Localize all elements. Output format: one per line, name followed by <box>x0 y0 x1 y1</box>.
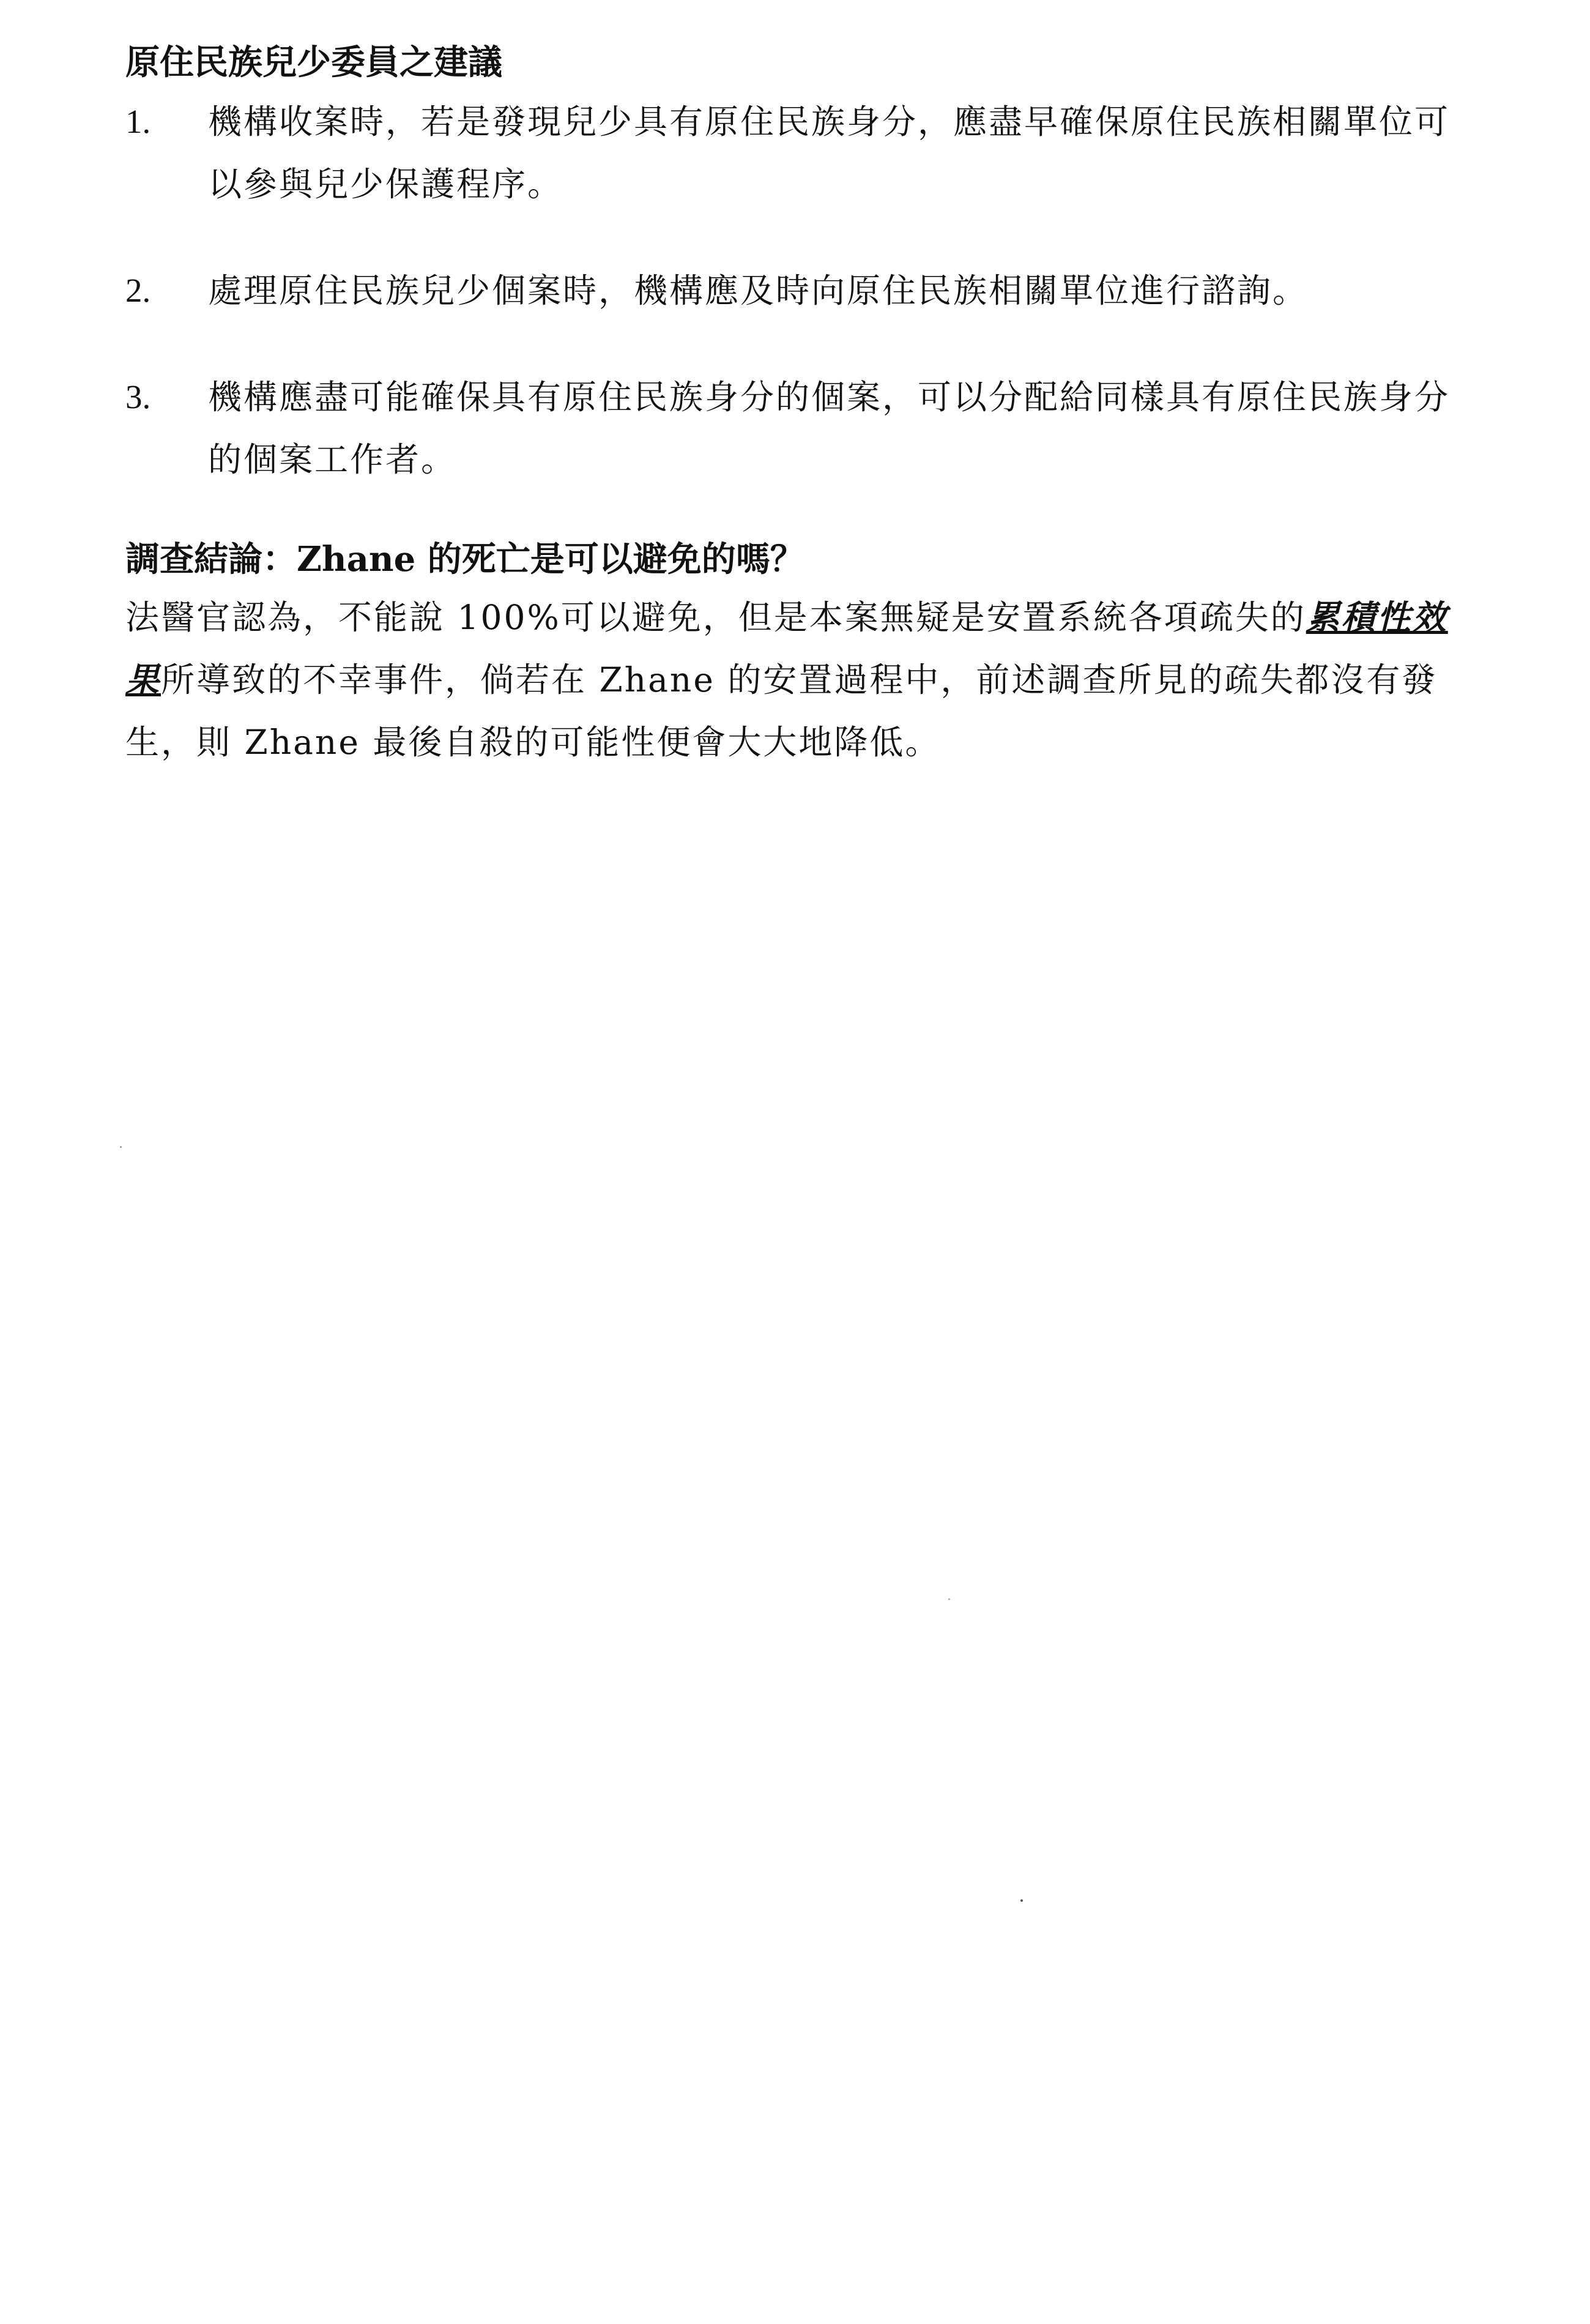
list-item-text: 機構應盡可能確保具有原住民族身分的個案，可以分配給同樣具有原住民族身分的個案工作者。 <box>208 378 1451 479</box>
emphasized-phrase: 累積性效果 <box>125 597 1448 699</box>
list-item <box>125 91 1477 215</box>
section-heading-recommendations: 原住民族兒少委員之建議 <box>125 42 502 83</box>
list-item-number: 2. <box>125 272 151 309</box>
page-content <box>125 38 1477 773</box>
list-item <box>125 366 1477 491</box>
list-item-number: 3. <box>125 378 151 415</box>
conclusion-paragraph <box>125 586 1477 773</box>
recommendations-list <box>125 91 1477 491</box>
list-item <box>125 259 1477 322</box>
scan-speck <box>120 1146 122 1148</box>
section-heading-conclusion: 調查結論：Zhane 的死亡是可以避免的嗎？ <box>125 539 804 579</box>
scan-speck <box>948 1598 950 1600</box>
paragraph-text-before: 法醫官認為，不能說 100%可以避免，但是本案無疑是安置系統各項疏失的 <box>125 598 1306 637</box>
list-item-text: 處理原住民族兒少個案時，機構應及時向原住民族相關單位進行諮詢。 <box>208 271 1309 310</box>
list-item-number: 1. <box>125 103 151 140</box>
scan-speck <box>1020 1899 1023 1902</box>
paragraph-text-after: 所導致的不幸事件，倘若在 Zhane 的安置過程中，前述調查所見的疏失都沒有發生，則 Zhane 最後自殺的可能性便會大大地降低。 <box>125 660 1438 762</box>
list-item-text: 機構收案時，若是發現兒少具有原住民族身分，應盡早確保原住民族相關單位可以參與兒少保護程序。 <box>208 102 1451 204</box>
